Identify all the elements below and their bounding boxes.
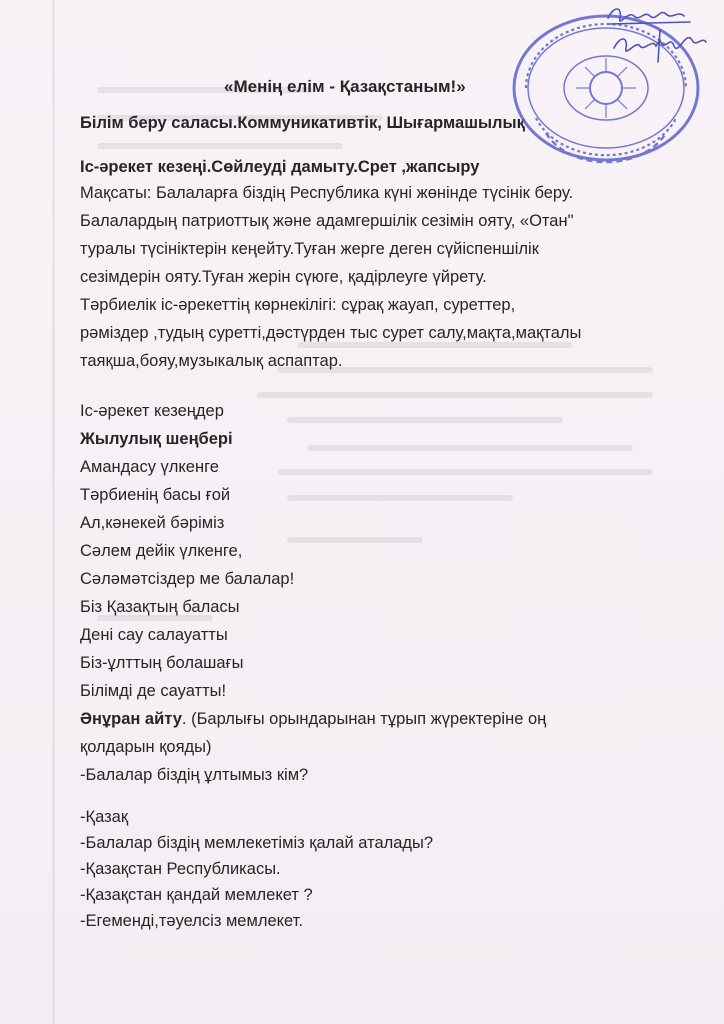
page-crease — [52, 0, 55, 1024]
anthem-label: Әнұран айту — [80, 710, 182, 728]
goal-line-3: туралы түсініктерін кеңейту.Туған жерге деген сүйіспеншілік — [80, 240, 539, 258]
poem-line-8: Біз-ұлттың болашағы — [80, 654, 244, 672]
question-nation: -Балалар біздің ұлтымыз кім? — [80, 766, 309, 784]
goal-line-1: Мақсаты: Балаларға біздің Республика күні жөнінде түсінік беру. — [80, 184, 574, 202]
anthem-line-2: қолдарын қояды) — [80, 738, 212, 756]
warm-circle-heading: Жылулық шеңбері — [80, 430, 233, 448]
question-state-name: -Балалар біздің мемлекетіміз қалай аталады? — [80, 834, 434, 852]
poem-line-9: Білімді де сауатты! — [80, 682, 227, 700]
poem-line-1: Амандасу үлкенге — [80, 458, 219, 476]
answer-state-name: -Қазақстан Республикасы. — [80, 860, 281, 878]
poem-line-2: Тәрбиенің басы ғой — [80, 486, 231, 504]
poem-line-7: Дені сау салауатты — [80, 626, 228, 644]
visual-aids-line-3: таяқша,бояу,музыкалық аспаптар. — [80, 352, 343, 370]
poem-line-5: Сәләмәтсіздер ме балалар! — [80, 570, 295, 588]
question-state-type: -Қазақстан қандай мемлекет ? — [80, 886, 313, 904]
goal-line-2: Балалардың патриоттық және адамгершілік сезімін ояту, «Отан" — [80, 212, 574, 230]
activity-stage-line: Іс-әрекет кезеңі.Сөйлеуді дамыту.Срет ,жапсыру — [80, 158, 480, 176]
visual-aids-line-1: Тәрбиелік іс-әрекеттің көрнекілігі: сұрақ жауап, суреттер, — [80, 296, 516, 314]
document-title: «Менің елім - Қазақстаным!» — [224, 77, 466, 96]
poem-line-6: Біз Қазақтың баласы — [80, 598, 240, 616]
goal-line-4: сезімдерін ояту.Туған жерін сүюге, қадірлеуге үйрету. — [80, 268, 487, 286]
anthem-instruction: . (Барлығы орындарынан тұрып жүректеріне оң — [181, 710, 547, 728]
approval-signature — [600, 0, 710, 70]
stages-heading: Іс-әрекет кезеңдер — [80, 402, 224, 420]
answer-nation: -Қазақ — [80, 808, 129, 826]
answer-state-type: -Егеменді,тәуелсіз мемлекет. — [80, 912, 303, 930]
education-area-line: Білім беру саласы.Коммуникативтік, Шығармашылық — [80, 114, 525, 132]
anthem-line-1 — [80, 708, 546, 730]
poem-line-4: Сәлем дейік үлкенге, — [80, 542, 243, 560]
visual-aids-line-2: рәміздер ,тудың суретті,дәстүрден тыс сурет салу,мақта,мақталы — [80, 324, 582, 342]
poem-line-3: Ал,кәнекей бәріміз — [80, 514, 225, 532]
